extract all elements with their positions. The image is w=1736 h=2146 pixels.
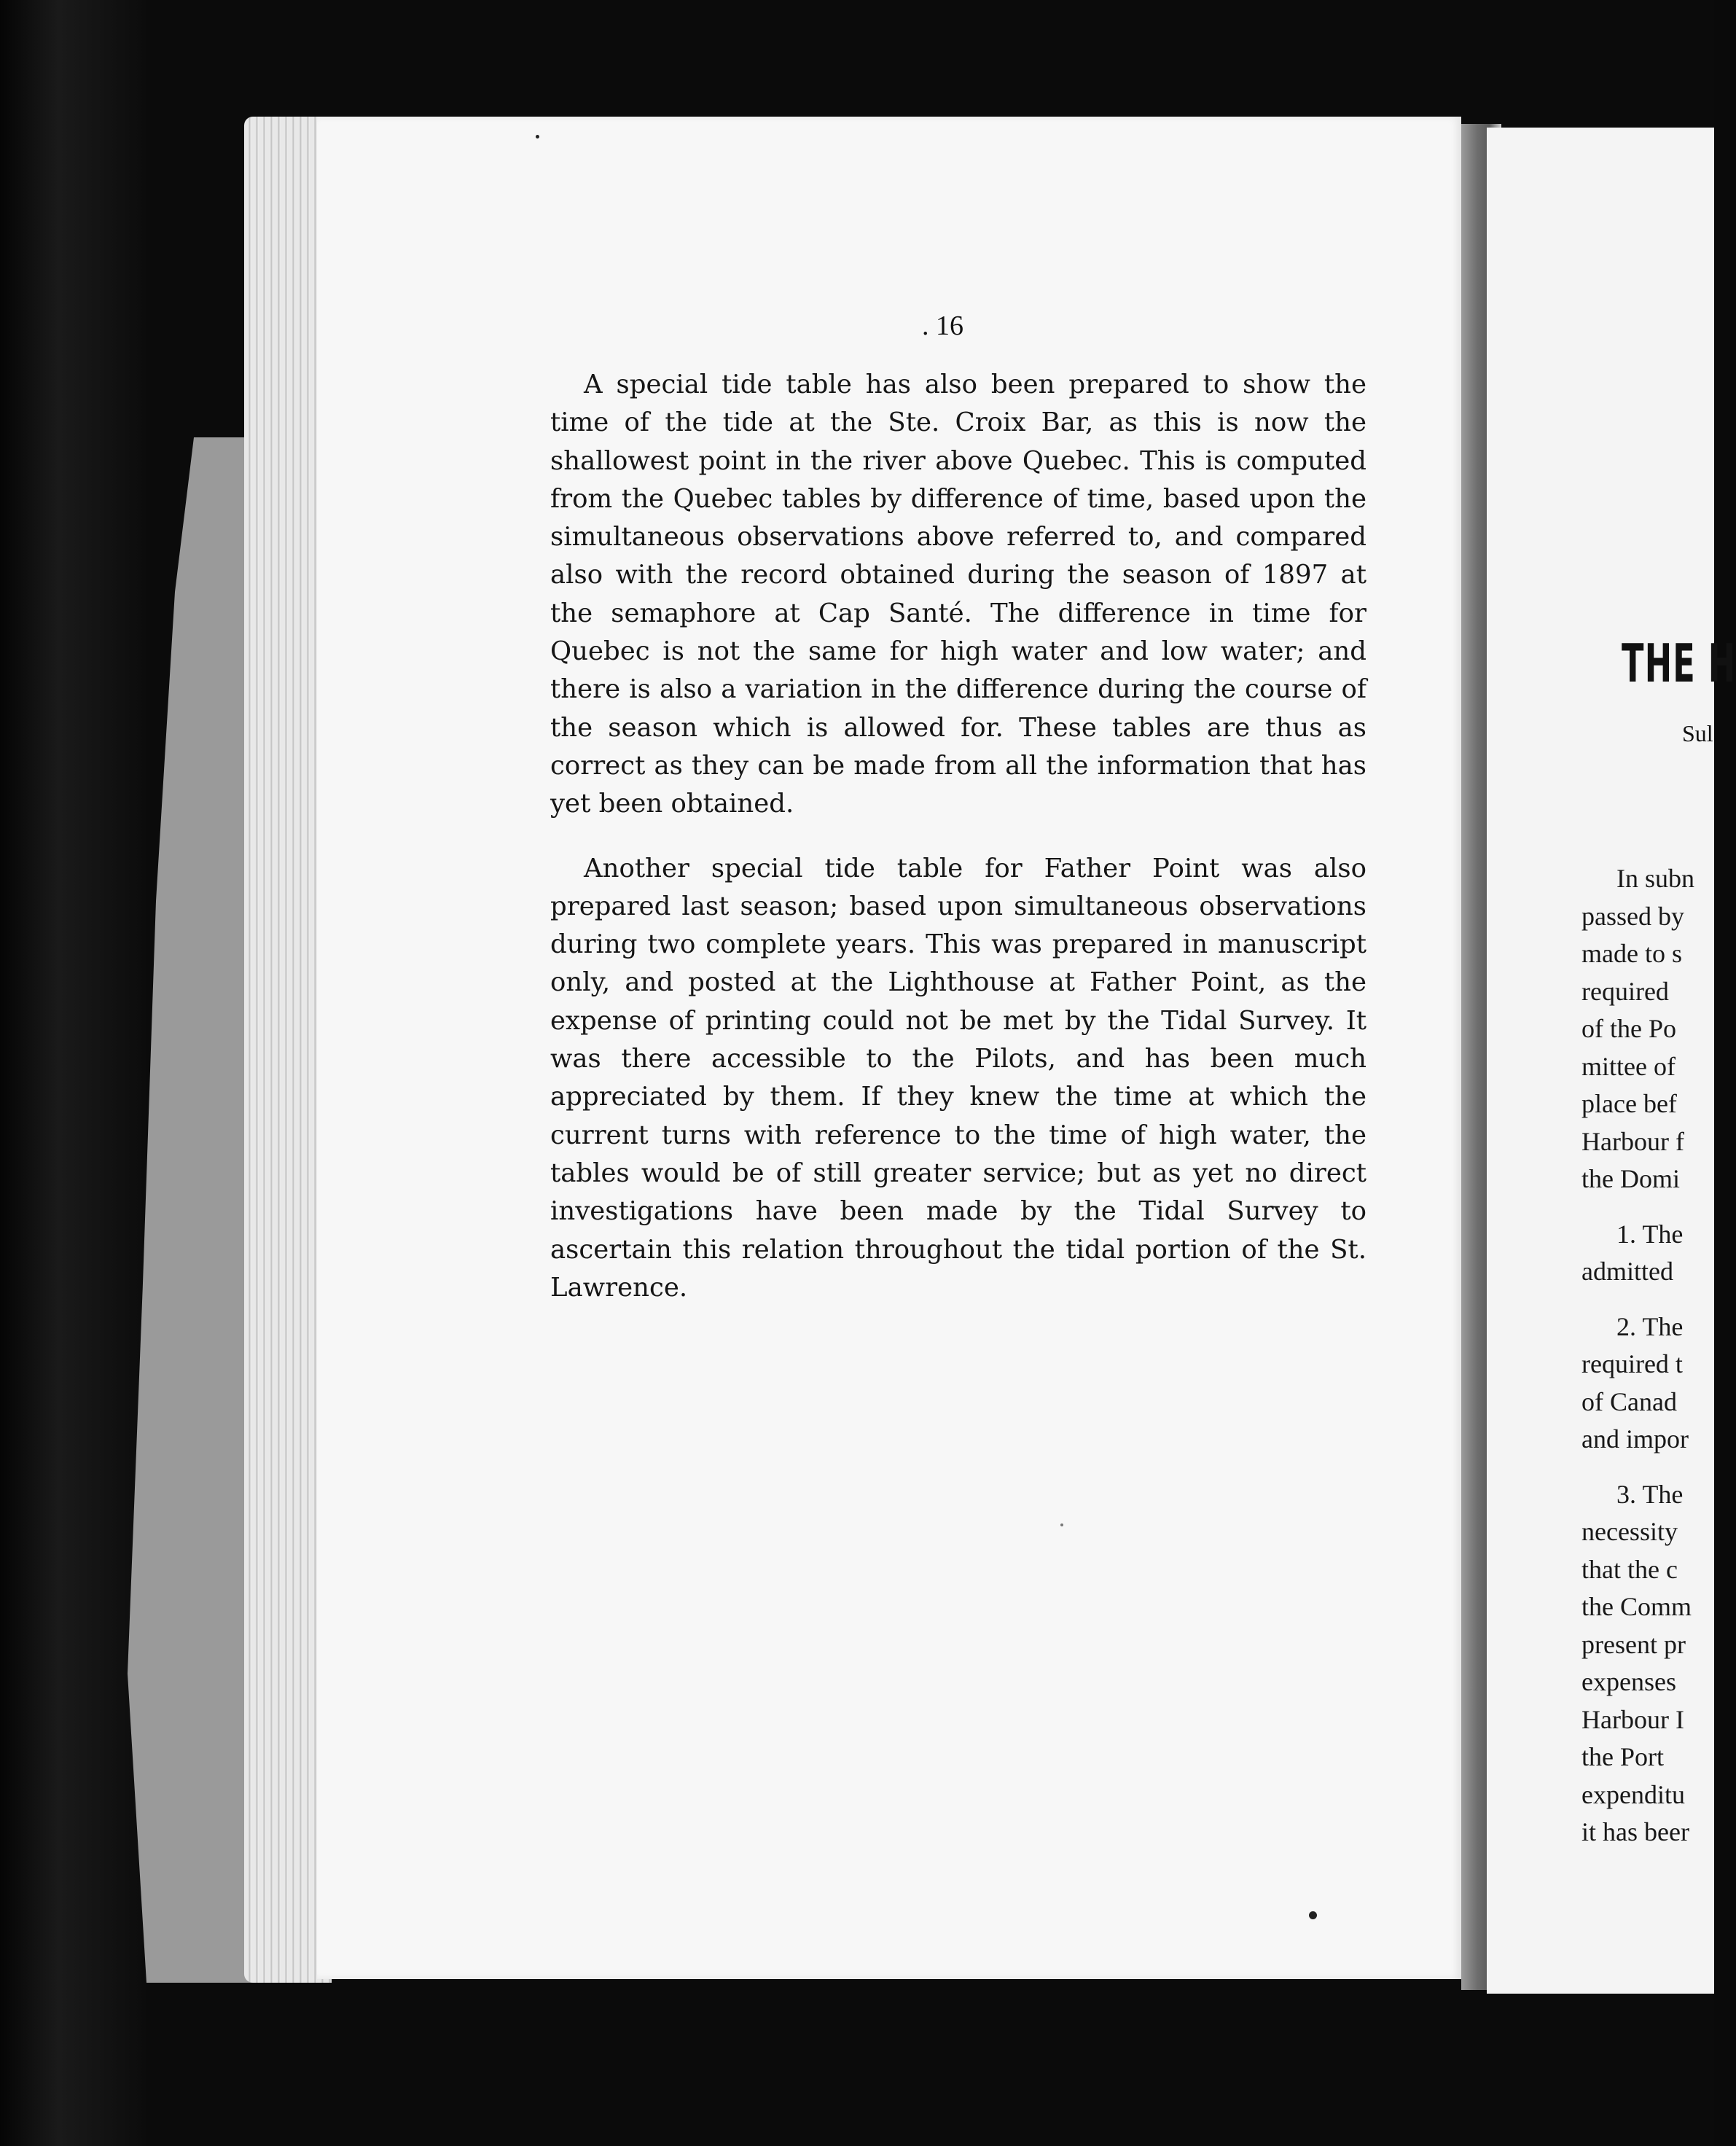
right-line: admitted [1581,1257,1673,1286]
right-line: and impor [1581,1424,1689,1454]
ink-speck [1060,1523,1063,1526]
ink-speck [536,135,539,138]
right-line: the Domi [1581,1164,1680,1193]
right-line: 2. The [1616,1311,1684,1341]
right-line: required t [1581,1349,1683,1378]
right-line: expenditu [1581,1779,1685,1809]
page-number: . 16 [922,311,963,341]
right-line: made to s [1581,939,1682,968]
right-line: In subn [1616,864,1694,893]
right-page-text [1581,860,1694,1852]
right-line: 3. The [1616,1479,1684,1509]
right-line: present pr [1581,1629,1686,1659]
right-line: of Canad [1581,1386,1677,1416]
right-line: Harbour I [1581,1704,1684,1734]
right-line: place bef [1581,1089,1677,1118]
scanner-background [0,0,146,2146]
paragraph-2: Another special tide table for Father Point was also prepared last season; based upon simultaneous observations during two complete years. This was prepared in manuscript only, and posted at the Lighthouse at Father Point, as the expense of printing could not be met by the Tidal Survey. It was there accessible to the Pilots, and has been much appreciated by them. If they knew the time at which the current turns with reference to the time of high water, the tables would be of still greater service; but as yet no direct investigations have been made by the Tidal Survey to ascertain this relation throughout the tidal portion of the St. Lawrence. [550,853,1366,1303]
right-line: the Port [1581,1742,1664,1771]
right-line: Harbour f [1581,1126,1684,1156]
ink-speck [1309,1911,1317,1919]
right-line: the Comm [1581,1592,1692,1621]
right-line: necessity [1581,1517,1678,1546]
right-line: of the Po [1581,1014,1676,1043]
right-line: it has beer [1581,1817,1689,1846]
right-line: that the c [1581,1554,1678,1584]
right-line: expenses [1581,1667,1676,1696]
right-line: mittee of [1581,1051,1676,1081]
right-page-heading: THE H [1622,633,1736,694]
right-line: required [1581,976,1669,1006]
right-line: 1. The [1616,1219,1684,1249]
left-page-text [550,366,1366,1307]
paragraph-1: A special tide table has also been prepared to show the time of the tide at the Ste. Croix Bar, as this is now the shallowest point in the river above Quebec. This is computed from the Quebec tables by difference of time, based upon the simultaneous observations above referred to, and compared also with the record obtained during the season of 1897 at the semaphore at Cap Santé. The difference in time for Quebec is not the same for high water and low water; and there is also a variation in the difference during the course of the season which is allowed for. These tables are thus as correct as they can be made from all the information that has yet been obtained. [550,370,1366,819]
right-page-subheading: Sul [1682,720,1713,746]
right-line: passed by [1581,901,1684,931]
